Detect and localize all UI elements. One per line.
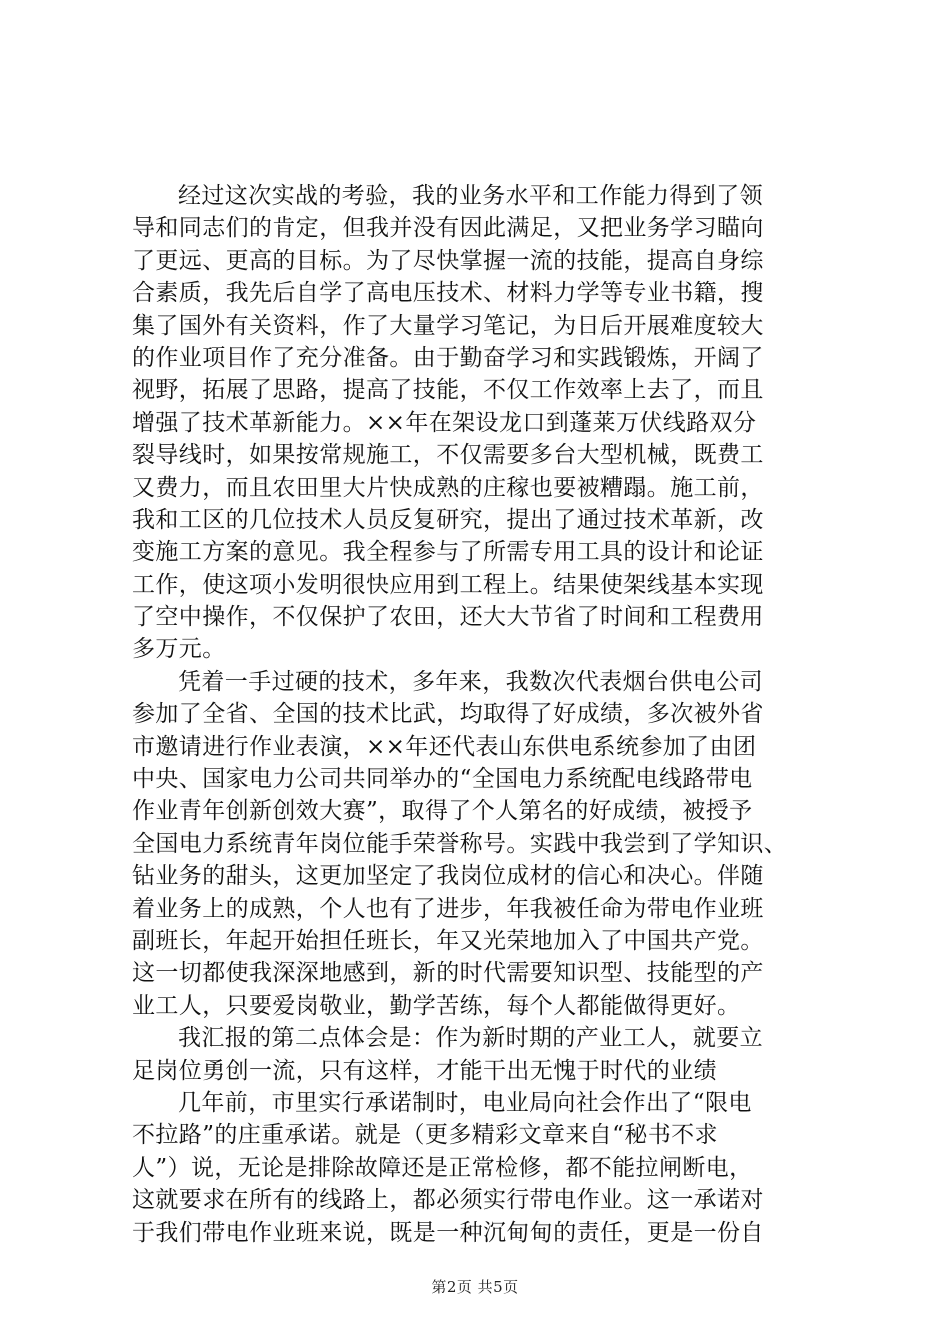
text-line: 的作业项目作了充分准备。由于勤奋学习和实践锻炼，开阔了 xyxy=(132,344,764,371)
text-line: 市邀请进行作业表演，××年还代表山东供电系统参加了由团 xyxy=(132,733,757,760)
text-line: 几年前，市里实行承诺制时，电业局向社会作出了“限电 xyxy=(178,1089,752,1116)
text-line: 中央、国家电力公司共同举办的“全国电力系统配电线路带电 xyxy=(132,766,753,793)
text-line: 增强了技术革新能力。××年在架设龙口到蓬莱万伏线路双分 xyxy=(132,409,757,436)
text-line: 了空中操作，不仅保护了农田，还大大节省了时间和工程费用 xyxy=(132,604,764,631)
text-line: 这就要求在所有的线路上，都必须实行带电作业。这一承诺对 xyxy=(132,1187,764,1214)
text-line: 钻业务的甜头，这更加坚定了我岗位成材的信心和决心。伴随 xyxy=(132,863,764,890)
text-line: 裂导线时，如果按常规施工，不仅需要多台大型机械，既费工 xyxy=(132,442,764,469)
text-line: 凭着一手过硬的技术，多年来，我数次代表烟台供电公司 xyxy=(178,668,763,695)
text-line: 参加了全省、全国的技术比武，均取得了好成绩，多次被外省 xyxy=(132,701,764,728)
text-line: 工作，使这项小发明很快应用到工程上。结果使架线基本实现 xyxy=(132,571,764,598)
text-line: 人”）说，无论是排除故障还是正常检修，都不能拉闸断电， xyxy=(132,1154,753,1181)
text-line: 视野，拓展了思路，提高了技能，不仅工作效率上去了，而且 xyxy=(132,377,764,404)
text-line: 多万元。 xyxy=(132,636,226,663)
text-line: 导和同志们的肯定，但我并没有因此满足，又把业务学习瞄向 xyxy=(132,215,764,242)
text-line: 足岗位勇创一流，只有这样，才能干出无愧于时代的业绩 xyxy=(132,1057,717,1084)
page-footer: 第2页 共5页 xyxy=(431,1278,519,1296)
body-text xyxy=(132,180,832,1249)
text-line: 又费力，而且农田里大片快成熟的庄稼也要被糟蹋。施工前， xyxy=(132,474,764,501)
text-line: 全国电力系统青年岗位能手荣誉称号。实践中我尝到了学知识、 xyxy=(132,830,788,857)
text-line: 合素质，我先后自学了高电压技术、材料力学等专业书籍，搜 xyxy=(132,280,764,307)
text-line: 经过这次实战的考验，我的业务水平和工作能力得到了领 xyxy=(178,183,763,209)
text-line: 我汇报的第二点体会是：作为新时期的产业工人，就要立 xyxy=(178,1025,763,1052)
text-line: 我和工区的几位技术人员反复研究，提出了通过技术革新，改 xyxy=(132,506,764,533)
text-line: 副班长，年起开始担任班长，年又光荣地加入了中国共产党。 xyxy=(132,927,764,954)
text-line: 了更远、更高的目标。为了尽快掌握一流的技能，提高自身综 xyxy=(132,247,764,274)
text-line: 集了国外有关资料，作了大量学习笔记，为日后开展难度较大 xyxy=(132,312,764,339)
text-line: 业工人，只要爱岗敬业，勤学苦练，每个人都能做得更好。 xyxy=(132,992,741,1019)
text-line: 变施工方案的意见。我全程参与了所需专用工具的设计和论证 xyxy=(132,539,764,566)
text-line: 不拉路”的庄重承诺。就是（更多精彩文章来自“秘书不求 xyxy=(132,1122,718,1149)
text-line: 这一切都使我深深地感到，新的时代需要知识型、技能型的产 xyxy=(132,960,764,987)
text-line: 着业务上的成熟，个人也有了进步，年我被任命为带电作业班 xyxy=(132,895,764,922)
text-line: 作业青年创新创效大赛”，取得了个人第名的好成绩，被授予 xyxy=(132,798,753,825)
text-line: 于我们带电作业班来说，既是一种沉甸甸的责任，更是一份自 xyxy=(132,1219,764,1246)
